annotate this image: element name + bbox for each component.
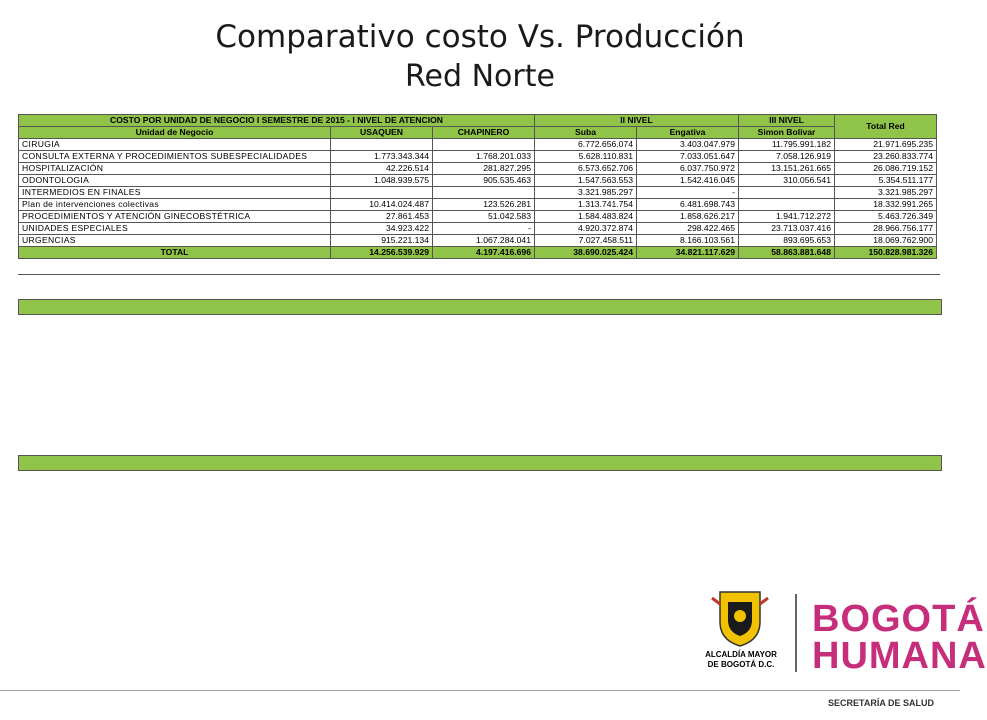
total-label: TOTAL	[19, 247, 331, 259]
suba-cell: 5.628.110.831	[535, 151, 637, 163]
usaquen-cell	[331, 187, 433, 199]
total-cell: 26.086.719.152	[835, 163, 937, 175]
table-row	[19, 151, 937, 163]
cost-table	[18, 114, 937, 259]
engativa-cell: 1.542.416.045	[637, 175, 739, 187]
simon-cell	[739, 199, 835, 211]
engativa-cell: 1.858.626.217	[637, 211, 739, 223]
simon-cell	[739, 187, 835, 199]
title-line2: Red Norte	[405, 59, 555, 94]
engativa-cell: 6.481.698.743	[637, 199, 739, 211]
table-caption: COSTO POR UNIDAD DE NEGOCIO I SEMESTRE DE 2015 - I NIVEL DE ATENCION	[19, 115, 535, 127]
usaquen-cell: 34.923.422	[331, 223, 433, 235]
simon-cell: 23.713.037.416	[739, 223, 835, 235]
table-row	[19, 211, 937, 223]
simon-cell: 1.941.712.272	[739, 211, 835, 223]
engativa-cell: 7.033.051.647	[637, 151, 739, 163]
engativa-cell: 8.166.103.561	[637, 235, 739, 247]
suba-cell: 3.321.985.297	[535, 187, 637, 199]
logo-separator	[795, 594, 797, 672]
usaquen-cell: 1.773.343.344	[331, 151, 433, 163]
total-red-header: Total Red	[835, 115, 937, 139]
remaining-tables-area	[18, 274, 940, 575]
unit-cell: HOSPITALIZACIÓN	[19, 163, 331, 175]
simon-cell: 310.056.541	[739, 175, 835, 187]
total-cell: 5.354.511.177	[835, 175, 937, 187]
total-row	[19, 247, 937, 259]
alcaldia-logo-text	[700, 650, 782, 670]
logo-humana-text: HUMANA	[812, 635, 987, 677]
col-unit-header: Unidad de Negocio	[19, 127, 331, 139]
table-header-row-1	[19, 115, 937, 127]
usaquen-cell: 10.414.024.487	[331, 199, 433, 211]
col-suba-header: Suba	[535, 127, 637, 139]
suba-cell: 4.920.372.874	[535, 223, 637, 235]
col-chapinero-header: CHAPINERO	[433, 127, 535, 139]
col-engativa-header: Engativa	[637, 127, 739, 139]
usaquen-cell: 1.048.939.575	[331, 175, 433, 187]
total-simon: 58.863.881.648	[739, 247, 835, 259]
page-title	[0, 18, 960, 96]
unit-cell: CIRUGIA	[19, 139, 331, 151]
usaquen-cell: 27.861.453	[331, 211, 433, 223]
total-chapinero: 4.197.416.696	[433, 247, 535, 259]
unit-cell: PROCEDIMIENTOS Y ATENCIÓN GINECOBSTÉTRICA	[19, 211, 331, 223]
usaquen-cell: 42.226.514	[331, 163, 433, 175]
col-usaquen-header: USAQUEN	[331, 127, 433, 139]
alcaldia-line1: ALCALDÍA MAYOR	[705, 650, 777, 659]
total-cell: 5.463.726.349	[835, 211, 937, 223]
chapinero-cell: 123.526.281	[433, 199, 535, 211]
unit-cell: Plan de intervenciones colectivas	[19, 199, 331, 211]
engativa-cell: 6.037.750.972	[637, 163, 739, 175]
level3-header: III NIVEL	[739, 115, 835, 127]
total-cell: 3.321.985.297	[835, 187, 937, 199]
chapinero-cell: 905.535.463	[433, 175, 535, 187]
chapinero-cell: 281.827.295	[433, 163, 535, 175]
total-cell: 18.069.762.900	[835, 235, 937, 247]
total-usaquen: 14.256.539.929	[331, 247, 433, 259]
simon-cell: 7.058.126.919	[739, 151, 835, 163]
engativa-cell: -	[637, 187, 739, 199]
total-suba: 38.690.025.424	[535, 247, 637, 259]
total-cell: 23.260.833.774	[835, 151, 937, 163]
chapinero-cell	[433, 139, 535, 151]
footer-secretaria: SECRETARÍA DE SALUD	[827, 698, 934, 708]
chapinero-cell: 1.067.284.041	[433, 235, 535, 247]
unit-cell: CONSULTA EXTERNA Y PROCEDIMIENTOS SUBESPECIALIDADES	[19, 151, 331, 163]
chapinero-cell: 1.768.201.033	[433, 151, 535, 163]
table-row	[19, 223, 937, 235]
table-row	[19, 139, 937, 151]
simon-cell: 893.695.653	[739, 235, 835, 247]
chapinero-cell: -	[433, 223, 535, 235]
table-row	[19, 235, 937, 247]
level2-header: II NIVEL	[535, 115, 739, 127]
footer-divider	[0, 690, 960, 691]
unit-cell: UNIDADES ESPECIALES	[19, 223, 331, 235]
total-cell: 28.966.756.177	[835, 223, 937, 235]
total-cell: 18.332.991.265	[835, 199, 937, 211]
engativa-cell: 3.403.047.979	[637, 139, 739, 151]
suba-cell: 6.573.652.706	[535, 163, 637, 175]
usaquen-cell	[331, 139, 433, 151]
engativa-cell: 298.422.465	[637, 223, 739, 235]
total-red: 150.828.981.326	[835, 247, 937, 259]
total-cell: 21.971.695.235	[835, 139, 937, 151]
table-header-row-2	[19, 127, 937, 139]
table-row	[19, 199, 937, 211]
table3-header-bar	[18, 455, 942, 471]
table-row	[19, 163, 937, 175]
suba-cell: 1.547.563.553	[535, 175, 637, 187]
chapinero-cell: 51.042.583	[433, 211, 535, 223]
total-engativa: 34.821.117.629	[637, 247, 739, 259]
col-simon-header: Simon Bolivar	[739, 127, 835, 139]
unit-cell: INTERMEDIOS EN FINALES	[19, 187, 331, 199]
suba-cell: 7.027.458.511	[535, 235, 637, 247]
table-row	[19, 175, 937, 187]
table2-header-bar	[18, 299, 942, 315]
logo-bogota-text: BOGOTÁ	[812, 598, 985, 640]
suba-cell: 6.772.656.074	[535, 139, 637, 151]
usaquen-cell: 915.221.134	[331, 235, 433, 247]
suba-cell: 1.313.741.754	[535, 199, 637, 211]
unit-cell: ODONTOLOGIA	[19, 175, 331, 187]
title-line1: Comparativo costo Vs. Producción	[215, 19, 745, 55]
simon-cell: 13.151.261.665	[739, 163, 835, 175]
table-row	[19, 187, 937, 199]
alcaldia-line2: DE BOGOTÁ D.C.	[707, 660, 775, 669]
simon-cell: 11.795.991.182	[739, 139, 835, 151]
suba-cell: 1.584.483.824	[535, 211, 637, 223]
bogota-humana-logo	[812, 598, 987, 678]
unit-cell: URGENCIAS	[19, 235, 331, 247]
chapinero-cell	[433, 187, 535, 199]
